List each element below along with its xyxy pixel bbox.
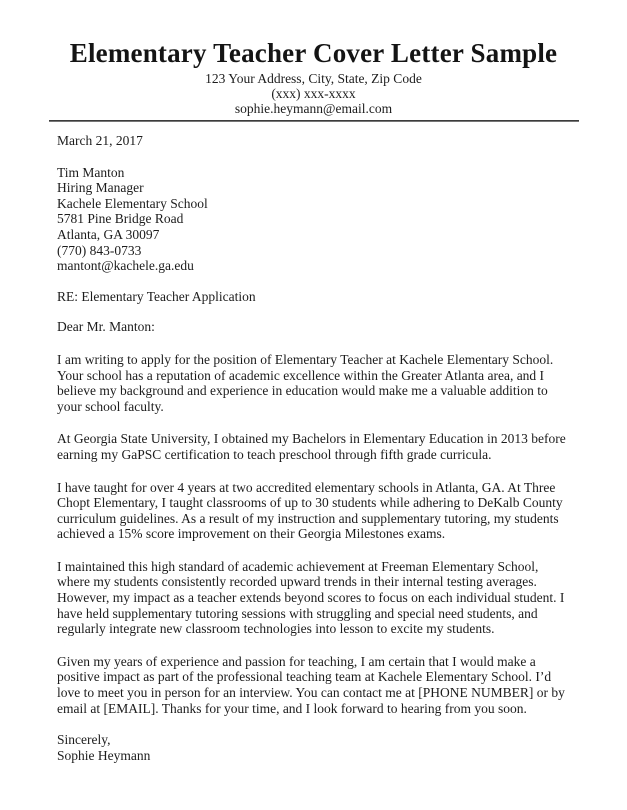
salutation: Dear Mr. Manton: — [57, 319, 155, 335]
body-paragraph-3: I have taught for over 4 years at two accredited elementary schools in Atlanta, GA. At Three Chopt Elementary, I taught classrooms of up to 30 students while adhering to DeKalb County curriculum guidelines. As a result of my instruction and supplementary tutoring, my students achieved a 15% score improvement on their Georgia Milestones exams. — [57, 479, 563, 542]
body-paragraph-2: At Georgia State University, I obtained my Bachelors in Elementary Education in 2013 before earning my GaPSC certification to teach preschool through fifth grade curricula. — [57, 431, 566, 462]
recipient-block — [57, 165, 573, 274]
recipient-street: 5781 Pine Bridge Road — [57, 211, 184, 227]
letterhead — [0, 0, 627, 122]
body-paragraph-4: I maintained this high standard of academic achievement at Freeman Elementary School, where my students consistently recorded upward trends in their internal testing averages. However, my impact as a teacher extends beyond scores to focus on each individual student. I have held supplementary tutoring sessions with struggling and special need students, and regularly integrate new classroom technologies into lesson to excite my students. — [57, 558, 565, 637]
letterhead-title: Elementary Teacher Cover Letter Sample — [69, 38, 558, 68]
closing-block — [57, 732, 573, 763]
letter-date: March 21, 2017 — [57, 133, 143, 148]
recipient-city: Atlanta, GA 30097 — [57, 226, 160, 242]
subject-line: RE: Elementary Teacher Application — [57, 288, 256, 304]
recipient-email: mantont@kachele.ga.edu — [57, 258, 194, 274]
closing-salutation: Sincerely, — [57, 732, 111, 748]
signature-name: Sophie Heymann — [57, 747, 151, 763]
recipient-phone: (770) 843-0733 — [57, 242, 142, 258]
letterhead-phone: (xxx) xxx-xxxx — [271, 86, 356, 101]
recipient-school: Kachele Elementary School — [57, 195, 208, 211]
letterhead-email: sophie.heymann@email.com — [234, 101, 393, 116]
body-paragraph-1: I am writing to apply for the position of Elementary Teacher at Kachele Elementary School. Your school has a reputation of academic excellence within the Greater Atlanta area, and I believe my background and experience in education would make me a valuable addition to your school faculty. — [57, 351, 554, 414]
recipient-name: Tim Manton — [57, 164, 125, 180]
header-divider — [49, 120, 579, 122]
body-paragraph-5: Given my years of experience and passion for teaching, I am certain that I would make a positive impact as part of the professional teaching team at Kachele Elementary School. I’d love to meet you in person for an interview. You can contact me at [PHONE NUMBER] or by email at [EMAIL]. Thanks for your time, and I look forward to hearing from you soon. — [57, 653, 565, 716]
letter-body — [0, 133, 627, 763]
letterhead-address: 123 Your Address, City, State, Zip Code — [205, 71, 422, 86]
recipient-title: Hiring Manager — [57, 180, 144, 196]
